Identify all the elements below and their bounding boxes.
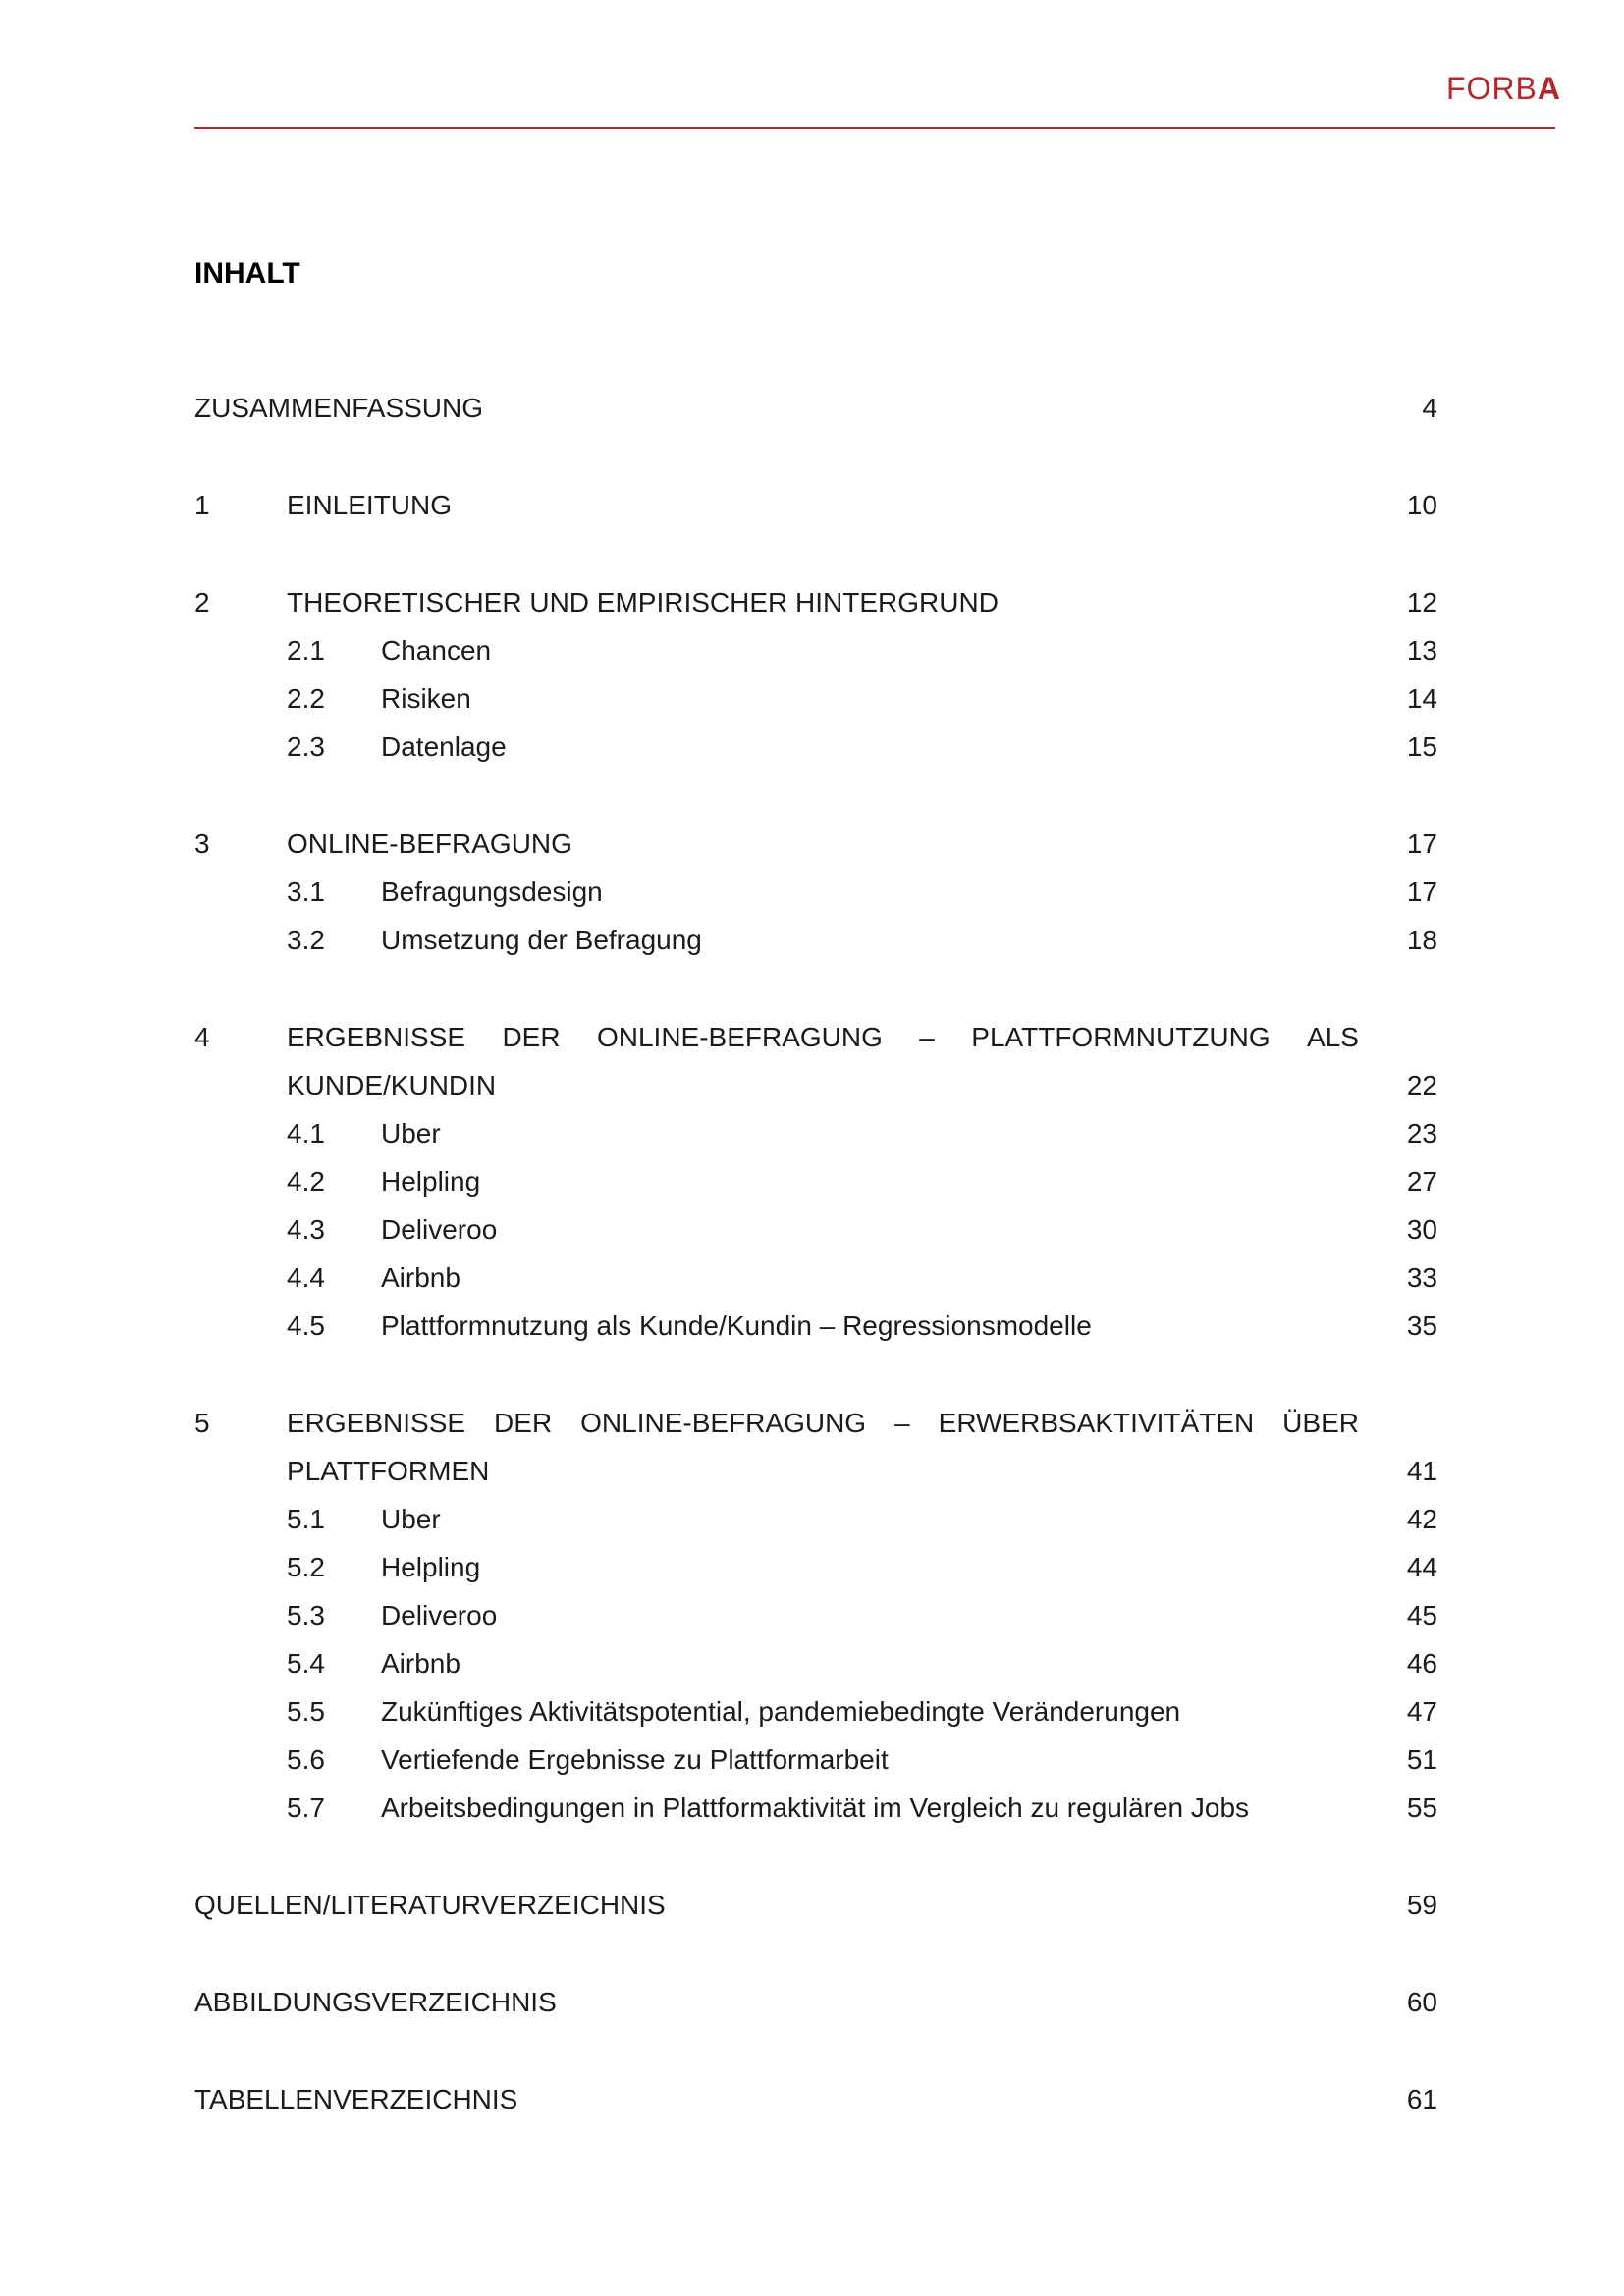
toc-title: INHALT <box>194 257 300 290</box>
toc-entry-page: 47 <box>1406 1696 1437 1727</box>
toc-entry-page: 60 <box>1406 1987 1437 2017</box>
toc-entry-number: 2 <box>194 587 210 617</box>
toc-entry-text: Umsetzung der Befragung <box>381 925 702 955</box>
toc-entry-number: 4 <box>194 1022 210 1052</box>
toc-entry-page: 46 <box>1406 1648 1437 1679</box>
toc-entry-continuation[interactable] <box>194 1066 1437 1105</box>
toc-entry-text: Helpling <box>381 1166 481 1197</box>
toc-entry[interactable] <box>194 1114 1437 1153</box>
toc-entry-text: Uber <box>381 1118 441 1148</box>
toc-entry-number: 5.2 <box>287 1552 325 1582</box>
toc-entry-number: 1 <box>194 490 210 520</box>
toc-entry[interactable] <box>194 1210 1437 1250</box>
toc-entry-page: 61 <box>1406 2084 1437 2114</box>
toc-entry[interactable] <box>194 873 1437 912</box>
toc-entry[interactable] <box>194 631 1437 670</box>
toc-entry-page: 10 <box>1406 490 1437 520</box>
toc-entry-number: 5.3 <box>287 1600 325 1630</box>
toc-entry-number: 4.3 <box>287 1214 325 1245</box>
toc-entry-page: 14 <box>1406 683 1437 714</box>
toc-entry[interactable] <box>194 2080 1437 2119</box>
toc-entry-page: 41 <box>1406 1456 1437 1486</box>
toc-entry[interactable] <box>194 1018 1437 1057</box>
toc-entry-number: 4.1 <box>287 1118 325 1148</box>
toc-entry[interactable] <box>194 1644 1437 1683</box>
toc-entry-number: 2.3 <box>287 731 325 762</box>
toc-entry-page: 35 <box>1406 1310 1437 1341</box>
toc-entry-text: Risiken <box>381 683 471 714</box>
toc-entry-page: 27 <box>1406 1166 1437 1197</box>
brand-suffix: A <box>1537 71 1561 106</box>
toc-entry-text: KUNDE/KUNDIN <box>287 1070 497 1100</box>
toc-entry-number: 5.7 <box>287 1792 325 1823</box>
toc-entry-number: 2.2 <box>287 683 325 714</box>
toc-entry-text: Airbnb <box>381 1648 460 1679</box>
toc-entry-page: 12 <box>1406 587 1437 617</box>
toc-entry-page: 22 <box>1406 1070 1437 1100</box>
toc-entry-text: Zukünftiges Aktivitätspotential, pandemiebedingte Veränderungen <box>381 1696 1181 1727</box>
toc-entry-continuation[interactable] <box>194 1452 1437 1491</box>
toc-entry[interactable] <box>194 1596 1437 1635</box>
toc-entry-text: ZUSAMMENFASSUNG <box>194 393 484 423</box>
toc-entry[interactable] <box>194 679 1437 719</box>
toc-entry-text: Datenlage <box>381 731 507 762</box>
toc-entry[interactable] <box>194 1307 1437 1346</box>
toc-entry-number: 3 <box>194 828 210 859</box>
toc-entry-page: 17 <box>1406 828 1437 859</box>
toc-word: ONLINE-BEFRAGUNG <box>580 1408 867 1438</box>
toc-entry-text: Befragungsdesign <box>381 877 603 907</box>
toc-word: ERGEBNISSE <box>287 1022 466 1052</box>
toc-entry-number: 5.5 <box>287 1696 325 1727</box>
toc-entry-text: ONLINE-BEFRAGUNG <box>287 828 572 859</box>
toc-entry-text: Vertiefende Ergebnisse zu Plattformarbeit <box>381 1744 889 1775</box>
toc-entry-number: 5.6 <box>287 1744 325 1775</box>
toc-entry-page: 15 <box>1406 731 1437 762</box>
toc-entry-text: THEORETISCHER UND EMPIRISCHER HINTERGRUND <box>287 587 999 617</box>
toc-entry-text: ABBILDUNGSVERZEICHNIS <box>194 1987 557 2017</box>
toc-entry-number: 5.4 <box>287 1648 325 1679</box>
toc-entry-text: Uber <box>381 1504 441 1534</box>
toc-word: – <box>919 1022 935 1052</box>
toc-entry[interactable] <box>194 1692 1437 1732</box>
toc-entry-number: 3.1 <box>287 877 325 907</box>
toc-entry[interactable] <box>194 921 1437 960</box>
toc-entry-page: 13 <box>1406 635 1437 666</box>
toc-entry-page: 55 <box>1406 1792 1437 1823</box>
toc-entry[interactable] <box>194 389 1437 428</box>
toc-entry-text: Deliveroo <box>381 1600 498 1630</box>
toc-entry-page: 45 <box>1406 1600 1437 1630</box>
toc-entry[interactable] <box>194 1740 1437 1780</box>
toc-word: ONLINE-BEFRAGUNG <box>596 1022 883 1052</box>
toc-entry-text: QUELLEN/LITERATURVERZEICHNIS <box>194 1890 666 1920</box>
brand-prefix: FORB <box>1446 71 1538 106</box>
toc-entry-number: 2.1 <box>287 635 325 666</box>
toc-entry-number: 4.4 <box>287 1262 325 1293</box>
toc-entry[interactable] <box>194 1886 1437 1925</box>
toc-word: DER <box>502 1022 561 1052</box>
toc-entry[interactable] <box>194 583 1437 622</box>
toc-entry-page: 44 <box>1406 1552 1437 1582</box>
toc-word: ERGEBNISSE <box>287 1408 466 1438</box>
toc-entry-text: Arbeitsbedingungen in Plattformaktivität im Vergleich zu regulären Jobs <box>381 1792 1250 1823</box>
toc-entry[interactable] <box>194 825 1437 864</box>
toc-entry-text: Chancen <box>381 635 492 666</box>
toc-entry-page: 42 <box>1406 1504 1437 1534</box>
toc-entry-page: 18 <box>1406 925 1437 955</box>
toc-entry-text <box>287 1404 1359 1443</box>
toc-entry[interactable] <box>194 486 1437 525</box>
toc-entry[interactable] <box>194 1404 1437 1443</box>
toc-word: DER <box>494 1408 553 1438</box>
toc-entry-text <box>287 1018 1359 1057</box>
toc-entry-text: Deliveroo <box>381 1214 498 1245</box>
toc-word: – <box>894 1408 910 1438</box>
toc-entry-text: EINLEITUNG <box>287 490 453 520</box>
toc-entry-page: 59 <box>1406 1890 1437 1920</box>
toc-entry-number: 4.2 <box>287 1166 325 1197</box>
toc-entry[interactable] <box>194 1983 1437 2022</box>
toc-entry-text: Airbnb <box>381 1262 460 1293</box>
toc-entry-text: Helpling <box>381 1552 481 1582</box>
toc-entry-number: 3.2 <box>287 925 325 955</box>
toc-entry-page: 51 <box>1406 1744 1437 1775</box>
toc-entry[interactable] <box>194 1548 1437 1587</box>
toc-entry[interactable] <box>194 1500 1437 1539</box>
toc-entry[interactable] <box>194 1789 1437 1828</box>
toc-entry-page: 17 <box>1406 877 1437 907</box>
toc-entry[interactable] <box>194 1258 1437 1298</box>
toc-entry-number: 5.1 <box>287 1504 325 1534</box>
toc-entry[interactable] <box>194 727 1437 767</box>
toc-entry-number: 5 <box>194 1408 210 1438</box>
toc-word: ÜBER <box>1282 1408 1359 1438</box>
toc-word: ERWERBSAKTIVITÄTEN <box>938 1408 1255 1438</box>
toc-entry-text: TABELLENVERZEICHNIS <box>194 2084 518 2114</box>
toc-entry-page: 33 <box>1406 1262 1437 1293</box>
toc-entry-number: 4.5 <box>287 1310 325 1341</box>
toc-entry-text: Plattformnutzung als Kunde/Kundin – Regressionsmodelle <box>381 1310 1092 1341</box>
toc-word: ALS <box>1307 1022 1359 1052</box>
toc-word: PLATTFORMNUTZUNG <box>971 1022 1271 1052</box>
toc-entry-page: 4 <box>1422 393 1437 423</box>
toc-entry-page: 23 <box>1406 1118 1437 1148</box>
toc-entry-page: 30 <box>1406 1214 1437 1245</box>
toc-entry[interactable] <box>194 1162 1437 1201</box>
toc-entry-text: PLATTFORMEN <box>287 1456 490 1486</box>
